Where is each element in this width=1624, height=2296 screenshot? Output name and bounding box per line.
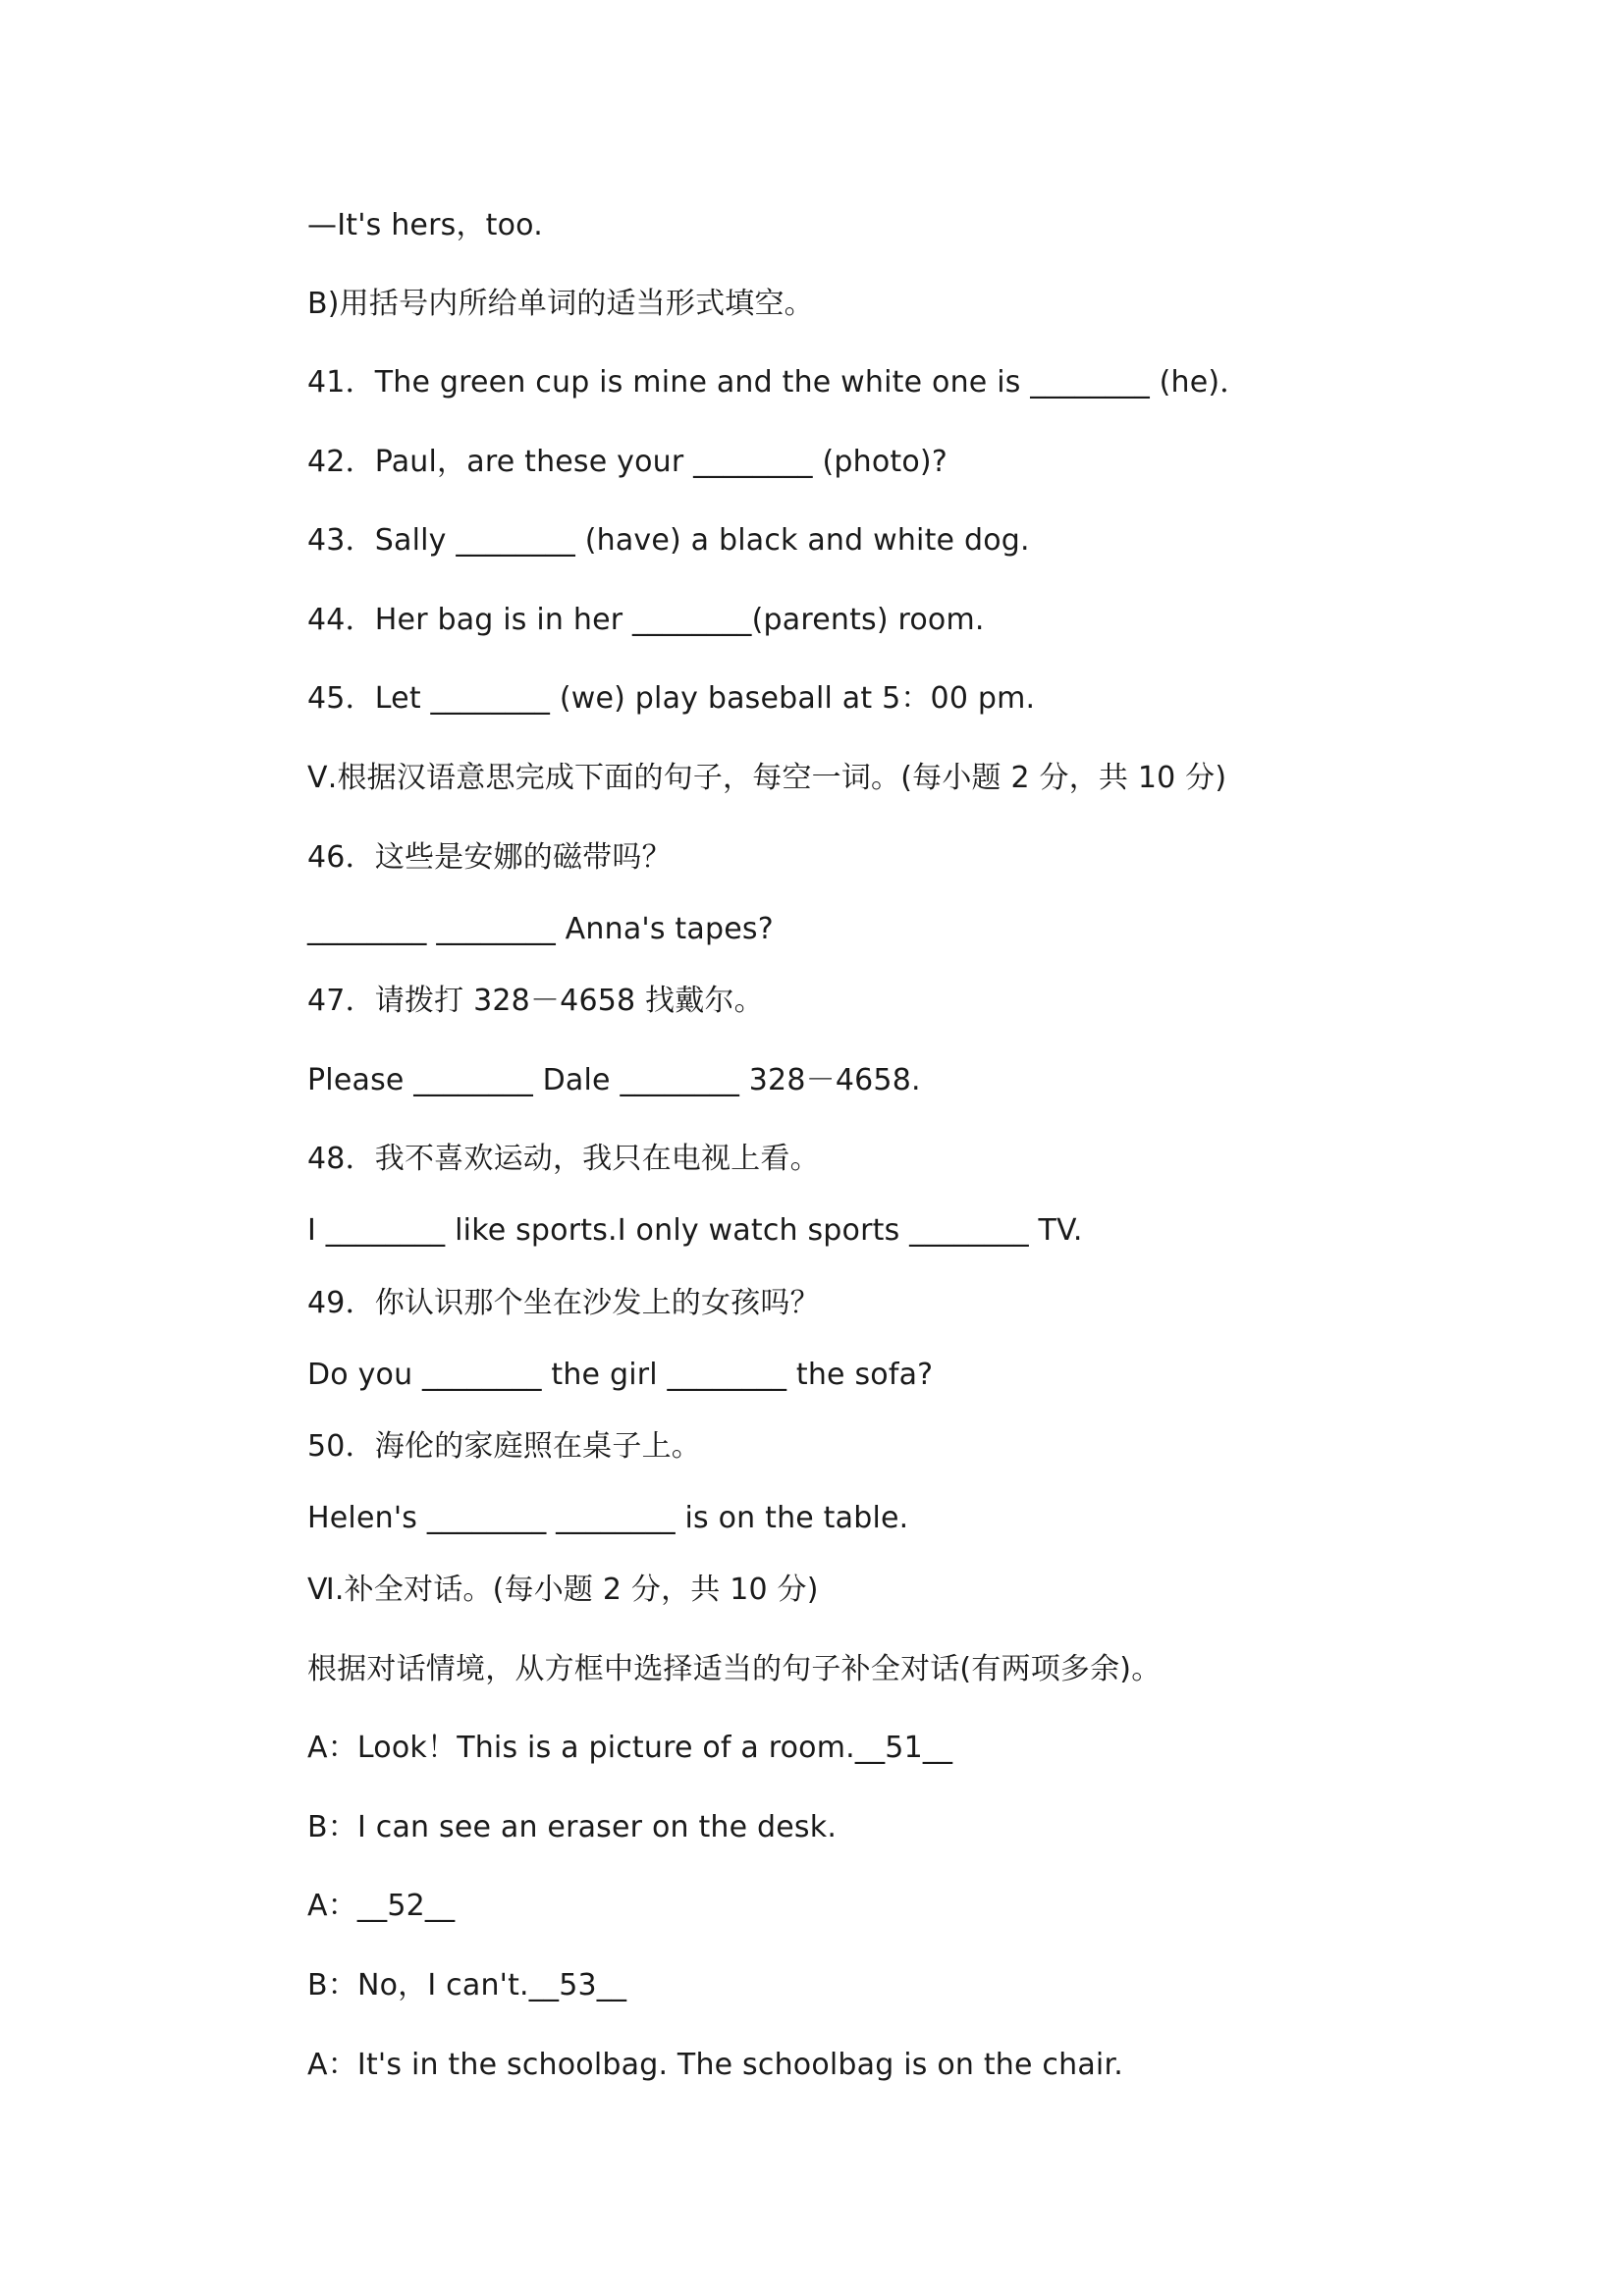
text-line-question-45: 45．Let ________ (we) play baseball at 5：00 pm. (307, 681, 1036, 716)
text-line-question-42: 42．Paul，are these your ________ (photo)? (307, 445, 947, 479)
text-line-question-44: 44．Her bag is in her ________(parents) room. (307, 603, 985, 637)
text-line-question-47: 47．请拨打 328－4658 找戴尔。 (307, 984, 764, 1018)
text-line-dialogue-a3: A：It's in the schoolbag. The schoolbag is on the chair. (307, 2048, 1123, 2082)
text-line-section-6-heading: Ⅵ.补全对话。(每小题 2 分，共 10 分) (307, 1573, 819, 1607)
text-line-prev-answer: —It's hers，too. (307, 208, 543, 242)
text-line-dialogue-b1: B：I can see an eraser on the desk. (307, 1810, 838, 1844)
text-line-section-5-heading: Ⅴ.根据汉语意思完成下面的句子，每空一词。(每小题 2 分，共 10 分) (307, 761, 1227, 795)
text-line-answer-46: ________ ________ Anna's tapes? (307, 912, 774, 946)
text-line-section-6-instruction: 根据对话情境，从方框中选择适当的句子补全对话(有两项多余)。 (307, 1652, 1162, 1686)
text-line-question-46: 46．这些是安娜的磁带吗？ (307, 840, 672, 875)
text-line-question-49: 49．你认识那个坐在沙发上的女孩吗？ (307, 1286, 820, 1320)
text-line-answer-48: I ________ like sports.I only watch sports ________ TV. (307, 1213, 1083, 1248)
text-line-question-43: 43．Sally ________ (have) a black and white dog. (307, 523, 1030, 558)
text-line-question-48: 48．我不喜欢运动，我只在电视上看。 (307, 1142, 820, 1176)
text-line-dialogue-b2: B：No，I can't.__53__ (307, 1968, 627, 2002)
text-line-question-41: 41．The green cup is mine and the white one is ________ (he)． (307, 365, 1250, 400)
text-line-dialogue-a2: A：__52__ (307, 1889, 456, 1923)
text-line-dialogue-a1: A：Look！This is a picture of a room.__51__ (307, 1731, 953, 1765)
text-line-answer-47: Please ________ Dale ________ 328－4658. (307, 1063, 921, 1097)
text-line-question-50: 50．海伦的家庭照在桌子上。 (307, 1429, 701, 1464)
text-line-section-b-instruction: B)用括号内所给单词的适当形式填空。 (307, 287, 814, 321)
text-line-answer-50: Helen's ________ ________ is on the table. (307, 1501, 909, 1535)
text-line-answer-49: Do you ________ the girl ________ the sofa? (307, 1358, 934, 1392)
